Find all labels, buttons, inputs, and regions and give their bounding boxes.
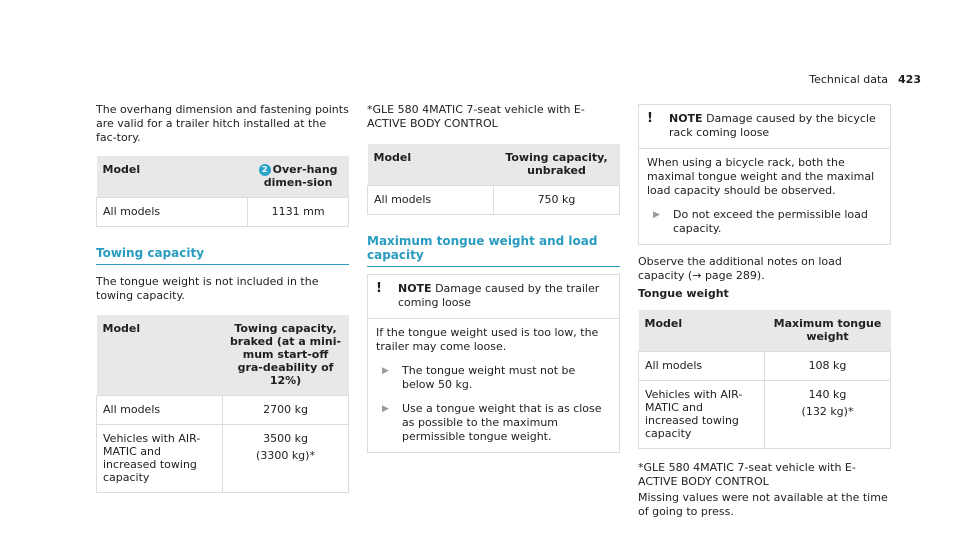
- numbered-circle-icon: 2: [259, 164, 271, 176]
- note-text: If the tongue weight used is too low, the trailer may come loose.: [376, 326, 599, 353]
- note-label: NOTE: [398, 282, 432, 295]
- column-header-model: Model: [368, 144, 494, 186]
- note-label: NOTE: [669, 112, 703, 125]
- triangle-arrow-icon: ▶: [382, 366, 389, 376]
- bullet-text: Do not exceed the permissible load capacity.: [673, 208, 868, 235]
- column-header-model: Model: [97, 156, 248, 198]
- section-heading-towing: Towing capacity: [96, 246, 349, 265]
- table-row: [97, 425, 349, 493]
- overhang-intro: The overhang dimension and fastening points are valid for a trailer hitch installed at the fac-tory.: [96, 103, 349, 144]
- note-body: [368, 319, 619, 452]
- table-cell-value: 140 kg (132 kg)*: [765, 381, 891, 449]
- table-row: [97, 396, 349, 425]
- table-cell-value: 1131 mm: [248, 198, 349, 227]
- table-header-row: [639, 310, 891, 352]
- note-header: [368, 275, 619, 319]
- note-text: When using a bicycle rack, both the maximal tongue weight and the maximal load capacity should be observed.: [647, 156, 875, 197]
- note-box-trailer: [367, 274, 620, 453]
- column-1: [96, 103, 349, 493]
- observe-text: Observe the additional notes on load capacity (→ page 289).: [638, 255, 842, 282]
- table-cell-model: Vehicles with AIR-MATIC and increased towing capacity: [97, 425, 223, 493]
- column-3: [638, 104, 891, 519]
- section-heading-tongue-weight: Maximum tongue weight and load capacity: [367, 234, 620, 267]
- table-cell-value: 3500 kg (3300 kg)*: [223, 425, 349, 493]
- table-row: [97, 198, 349, 227]
- table-cell-model: All models: [97, 396, 223, 425]
- note-box-bicycle: [638, 104, 891, 245]
- table-cell-value: 750 kg: [494, 186, 620, 215]
- note-header: [639, 105, 890, 149]
- exclamation-icon: !: [376, 281, 382, 296]
- table-header-row: [368, 144, 620, 186]
- towing-braked-table: [96, 315, 349, 493]
- subheading-tongue-weight: Tongue weight: [638, 287, 729, 300]
- footnote: *GLE 580 4MATIC 7-seat vehicle with E-ACTIVE BODY CONTROL: [638, 461, 856, 488]
- footnote: *GLE 580 4MATIC 7-seat vehicle with E-ACTIVE BODY CONTROL: [367, 103, 585, 130]
- table-row: [368, 186, 620, 215]
- table-header-row: [97, 156, 349, 198]
- table-cell-model: All models: [97, 198, 248, 227]
- section-title: Technical data: [809, 73, 889, 86]
- missing-values-note: Missing values were not available at the time of going to press.: [638, 491, 888, 518]
- column-2: [367, 103, 620, 453]
- table-cell-value: 108 kg: [765, 352, 891, 381]
- list-item: [376, 402, 611, 444]
- table-cell-model: All models: [368, 186, 494, 215]
- overhang-table: [96, 156, 349, 227]
- column-header-towing-braked: Towing capacity, braked (at a mini-mum start-off gra-deability of 12%): [223, 315, 349, 396]
- column-header-towing-unbraked: Towing capacity, unbraked: [494, 144, 620, 186]
- column-header-model: Model: [97, 315, 223, 396]
- table-cell-value: 2700 kg: [223, 396, 349, 425]
- column-header-model: Model: [639, 310, 765, 352]
- table-header-row: [97, 315, 349, 396]
- column-header-overhang: 2 Over-hang dimen-sion: [248, 156, 349, 198]
- bullet-text: Use a tongue weight that is as close as possible to the maximum permissible tongue weight.: [402, 402, 602, 443]
- table-cell-model: Vehicles with AIR-MATIC and increased towing capacity: [639, 381, 765, 449]
- note-title: Damage caused by the trailer coming loose: [398, 282, 600, 309]
- list-item: [647, 208, 882, 236]
- running-header: [809, 73, 921, 87]
- tongue-weight-table: [638, 310, 891, 449]
- column-header-max-tongue-weight: Maximum tongue weight: [765, 310, 891, 352]
- towing-text: The tongue weight is not included in the towing capacity.: [96, 275, 319, 302]
- exclamation-icon: !: [647, 111, 653, 126]
- bullet-text: The tongue weight must not be below 50 kg.: [402, 364, 576, 391]
- page-number: 423: [898, 73, 921, 86]
- triangle-arrow-icon: ▶: [382, 404, 389, 414]
- table-row: [639, 352, 891, 381]
- table-cell-model: All models: [639, 352, 765, 381]
- list-item: [376, 364, 611, 392]
- note-title: Damage caused by the bicycle rack coming loose: [669, 112, 876, 139]
- note-body: [639, 149, 890, 244]
- triangle-arrow-icon: ▶: [653, 210, 660, 220]
- towing-unbraked-table: [367, 144, 620, 215]
- table-row: [639, 381, 891, 449]
